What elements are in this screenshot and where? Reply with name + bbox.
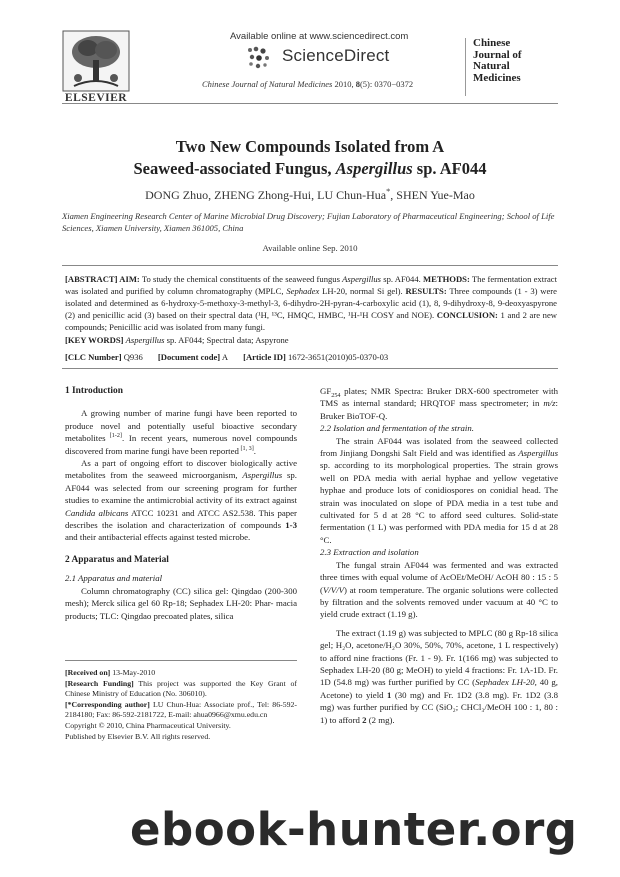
copyright-notice: Copyright © 2010, China Pharmaceutical University. [65, 720, 231, 730]
research-funding: [Research Funding] This project was supported the Key Grant of Chinese Ministry of Education (No. 306010). [65, 678, 297, 699]
journal-name-line: Medicines [473, 71, 521, 84]
article-title: Two New Compounds Isolated from A Seaweed-associated Fungus, Aspergillus sp. AF044 [133, 137, 487, 178]
corresponding-author: [*Corresponding author] LU Chun-Hua: Associate prof., Tel: 86-592-2184180; Fax: 86-592-2181722, E-mail: ahua0966@xmu.edu.cn [65, 699, 297, 720]
header-divider [62, 103, 558, 104]
abstract-bottom-rule [62, 368, 558, 369]
apparatus-paragraph: Column chromatography (CC) silica gel: Qingdao (200-300 mesh); Merck silica gel 60 Rp-18; Sephadex LH-20: Phar- macia products; TLC: Qingdao precoated plates, silica [65, 585, 297, 621]
footnote-rule [65, 660, 297, 661]
apparatus-continued: $GF_{254}$ plates; NMR Spectra: Bruker DRX-600 spectrometer with TMS as internal standard; HRQTOF mass spectrometer; in m/z: Bruker BioTOF-Q. [320, 386, 558, 421]
author-list: DONG Zhuo, ZHENG Zhong-Hui, LU Chun-Hua*, SHEN Yue-Mao [145, 187, 475, 202]
abstract: [ABSTRACT] AIM: To study the chemical constituents of the seaweed fungus Aspergillus sp. AF044. METHODS: The fermentation extract was isolated and purified by column chromatography (MPLC, Sephadex LH-20, normal Si gel). RESULTS: Three compounds (1 - 3) were isolated and determined as 6-hydroxy-5-methoxy-3-methyl-3, 6-dihydro-2H-pyran-4-carboxylic acid (1), 8, 9-dihydroxy-8, 9-deoxyaspyrone (2) and penicillic acid (3) based on their spectral data (¹H, ¹³C, HMQC, HMBC, ¹H-¹H COSY and NOE). CONCLUSION: 1 and 2 are new compounds; Penicillic acid was isolated from many fungi. [65, 274, 557, 333]
watermark-text: ebook-hunter.org [130, 803, 578, 856]
sciencedirect-wordmark: ScienceDirect [282, 46, 390, 65]
subsection-heading-extraction: 2.3 Extraction and isolation [320, 547, 419, 558]
keywords: [KEY WORDS] Aspergillus sp. AF044; Spectral data; Aspyrone [65, 335, 289, 345]
article-id: [Article ID] 1672-3651(2010)05-0370-03 [243, 352, 389, 362]
footnotes [65, 668, 297, 742]
classification-line [65, 352, 557, 362]
journal-name-line: Chinese [473, 37, 511, 49]
affiliation: Xiamen Engineering Research Center of Marine Microbial Drug Discovery; Fujian Laboratory of Pharmaceutical Engineering; School of Life Sciences, Xiamen University, Xiamen 361005, China [62, 211, 555, 233]
abstract-top-rule [62, 265, 558, 266]
clc-number: [CLC Number] Q936 [65, 352, 143, 362]
publisher-notice: Published by Elsevier B.V. All rights reserved. [65, 731, 211, 741]
section-heading-introduction: 1 Introduction [65, 386, 123, 396]
extraction-paragraph-2: The extract (1.19 g) was subjected to MPLC (80 g Rp-18 silica gel; H₂O, acetone/H₂O 30%, 50%, 70%, acetone, 1 L respectively) to afford nine fractions (Fr. 1 - 9). Fr. 1(166 mg) was subjected to Sephadex LH-20 (80 g; MeOH) to yield 4 fractions: Fr. 1A-1D. Fr. 1D (54.8 mg) was further purified by CC (Sephadex LH-20, 40 g, Acetone) to yield 1 (30 mg) and Fr. 1D2 (3.8 mg). Fr. 1D2 (3.8 mg) was further purified by CC (SiO₂; CHCl₃/MeOH 100 : 1, 80 : 1) to afford 2 (2 mg). [320, 627, 559, 725]
strain-paragraph: The strain AF044 was isolated from the seaweed collected from Jinjiang Dongshi Salt Field and was identified as Aspergillus sp. according to its morphological properties. The strain grows well on PDA media with aerial hyphae and yellow vegetative hyphae and produce lots of conidiospores on conidial head. The strain was inoculated on slope of PDA media in a test tube and cultivated for 5 d at 28 °C to afford seed cultures. Solid-state fermentation (1 L) was performed with PDA media for 15 d at 28 °C. [320, 435, 558, 545]
available-online-date: Available online Sep. 2010 [262, 243, 358, 253]
journal-name-line: Natural [473, 60, 510, 72]
received-date: [Received on] 13-May-2010 [65, 668, 156, 677]
right-column [320, 385, 558, 726]
intro-paragraph-1: A growing number of marine fungi have been reported to produce novel and potentially useful bioactive secondary metabolites [1-2]. In recent years, numerous novel compounds discovered from marine fungi have been reported [1, 3]. [65, 408, 297, 456]
journal-name-box [465, 38, 558, 96]
section-heading-apparatus: 2 Apparatus and Material [65, 554, 169, 565]
journal-citation: Chinese Journal of Natural Medicines 2010, 8(5): 0370−0372 [202, 79, 414, 89]
elsevier-tree-logo [62, 30, 130, 92]
subsection-heading-isolation: 2.2 Isolation and fermentation of the strain. [320, 423, 474, 434]
subsection-heading-apparatus: 2.1 Apparatus and material [65, 573, 163, 584]
document-code: [Document code] A [157, 352, 229, 362]
extraction-paragraph-1: The fungal strain AF044 was fermented and was extracted three times with equal volume of AcOEt/MeOH/ AcOH 80 : 15 : 5 (V/V/V) at room temperature. The organic solutions were collected by filtration and the solvents removed under vacuum at 40 °C to yield crude extract (1.19 g). [320, 559, 558, 620]
intro-paragraph-2: As a part of ongoing effort to discover biologically active metabolites from the seaweed microorganism, Aspergillus sp. AF044 was selected from our screening program for further studies to examine the antimicrobial activity of its extract against Candida albicans ATCC 10231 and ATCC AS2.538. This paper describes the isolation and characterization of compounds 1-3 and their antibacterial effects against tested microbe. [65, 458, 297, 543]
publisher-name: ELSEVIER [64, 92, 128, 104]
journal-name-line: Journal of [473, 48, 522, 61]
available-online-header: Available online at www.sciencedirect.com [230, 31, 409, 42]
left-column [65, 385, 297, 622]
sciencedirect-dots-icon [246, 46, 272, 70]
